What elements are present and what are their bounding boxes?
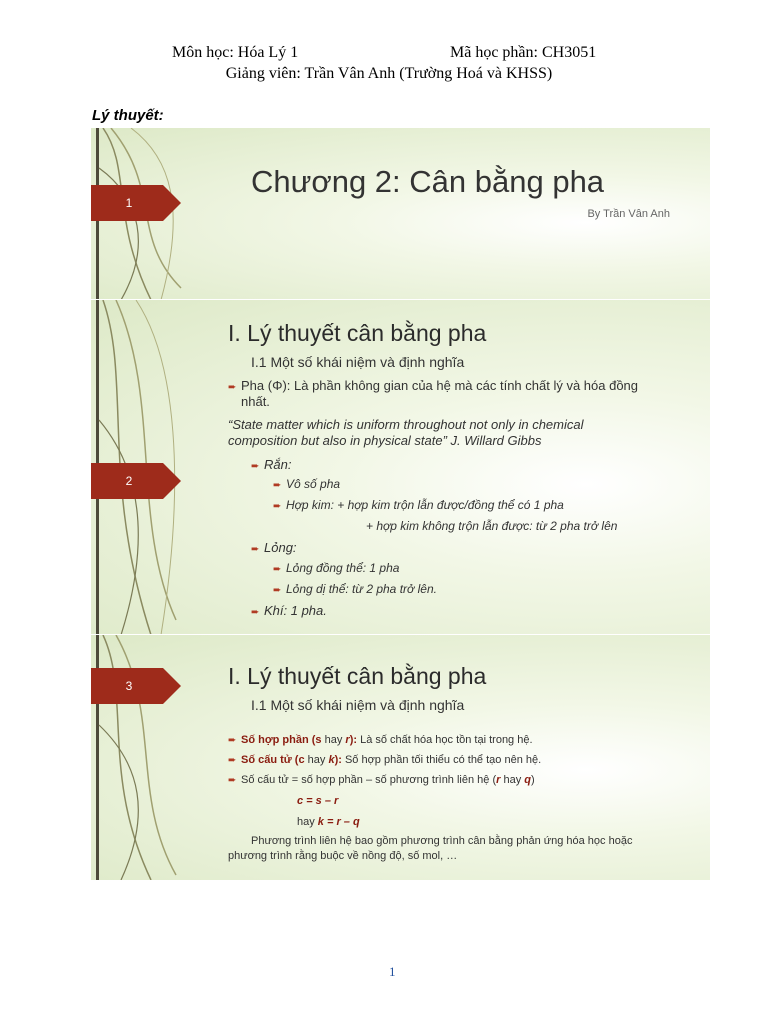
slide-tag xyxy=(91,463,181,499)
slide-heading: I. Lý thuyết cân bằng pha xyxy=(228,320,487,346)
slide-number-tag xyxy=(91,185,181,221)
arrow-bullet-icon: ➨ xyxy=(228,382,237,393)
arrow-bullet-icon: ➨ xyxy=(228,755,237,766)
bullet-formula-text: ➨ Số cấu tử = số hợp phần – số phương trình liên hệ (r hay q) xyxy=(228,774,535,786)
arrow-bullet-icon: ➨ xyxy=(273,564,282,575)
slide-number: 1 xyxy=(125,196,133,210)
bullet-hop-kim: ➨ Hợp kim: + hợp kim trộn lẫn được/đồng thể có 1 pha xyxy=(273,498,564,512)
hop-kim-line-2: + hợp kim không trộn lẫn được: từ 2 pha trở lên xyxy=(366,519,618,533)
bullet-long: ➨ Lỏng: xyxy=(251,540,297,555)
bullet-pha: ➨ Pha (Φ): Là phần không gian của hệ mà các tính chất lý và hóa đồng xyxy=(228,378,639,393)
slide-number: 2 xyxy=(125,474,133,488)
chapter-title: Chương 2: Cân bằng pha xyxy=(251,164,605,199)
bullet-ran: ➨ Rắn: xyxy=(251,457,292,472)
note-line-2: phương trình rằng buộc về nồng độ, số mol, … xyxy=(228,850,458,862)
slide-subheading: I.1 Một số khái niệm và định nghĩa xyxy=(251,697,465,713)
bullet-long-dong-the: ➨ Lỏng đồng thể: 1 pha xyxy=(273,561,400,575)
slide-images xyxy=(91,128,710,880)
slide-heading: I. Lý thuyết cân bằng pha xyxy=(228,663,487,689)
slide-3 xyxy=(91,635,710,880)
bullet-pha-cont: nhất. xyxy=(241,394,270,409)
note-line-1: Phương trình liên hệ bao gồm phương trình cân bằng phản ứng hóa học hoặc xyxy=(251,835,633,847)
section-label: Lý thuyết: xyxy=(92,107,164,124)
arrow-bullet-icon: ➨ xyxy=(228,735,237,746)
bullet-khi: ➨ Khí: 1 pha. xyxy=(251,603,327,618)
arrow-bullet-icon: ➨ xyxy=(228,775,237,786)
bullet-so-cau-tu: ➨ Số cấu tử (c hay k): Số hợp phần tối thiểu có thể tạo nên hệ. xyxy=(228,754,542,766)
arrow-bullet-icon: ➨ xyxy=(251,544,260,555)
bullet-vo-so-pha: ➨ Vô số pha xyxy=(273,477,341,491)
slide-number: 3 xyxy=(125,679,133,693)
arrow-bullet-icon: ➨ xyxy=(273,501,282,512)
slide-1 xyxy=(91,128,710,300)
arrow-bullet-icon: ➨ xyxy=(251,461,260,472)
course-code: Mã học phần: CH3051 xyxy=(450,44,597,61)
quote-line-2: composition but also in physical state” J. Willard Gibbs xyxy=(228,433,542,448)
slide-subheading: I.1 Một số khái niệm và định nghĩa xyxy=(251,354,465,370)
slide-2 xyxy=(91,300,710,635)
lecturer: Giảng viên: Trần Vân Anh (Trường Hoá và KHSS) xyxy=(225,65,553,82)
byline: By Trần Vân Anh xyxy=(587,208,670,220)
slide-tag xyxy=(91,668,181,704)
quote-line-1: “State matter which is uniform throughout not only in chemical xyxy=(228,417,584,432)
arrow-bullet-icon: ➨ xyxy=(273,480,282,491)
equation-2: hay k = r – q xyxy=(297,816,360,828)
arrow-bullet-icon: ➨ xyxy=(251,607,260,618)
page-number: 1 xyxy=(389,964,396,979)
equation-1: c = s – r xyxy=(297,795,339,807)
course-name: Môn học: Hóa Lý 1 xyxy=(172,44,299,61)
bullet-so-hop-phan: ➨ Số hợp phần (s hay r): Là số chất hóa học tồn tại trong hệ. xyxy=(228,734,533,746)
bullet-long-di-the: ➨ Lỏng dị thể: từ 2 pha trở lên. xyxy=(273,582,437,596)
arrow-bullet-icon: ➨ xyxy=(273,585,282,596)
